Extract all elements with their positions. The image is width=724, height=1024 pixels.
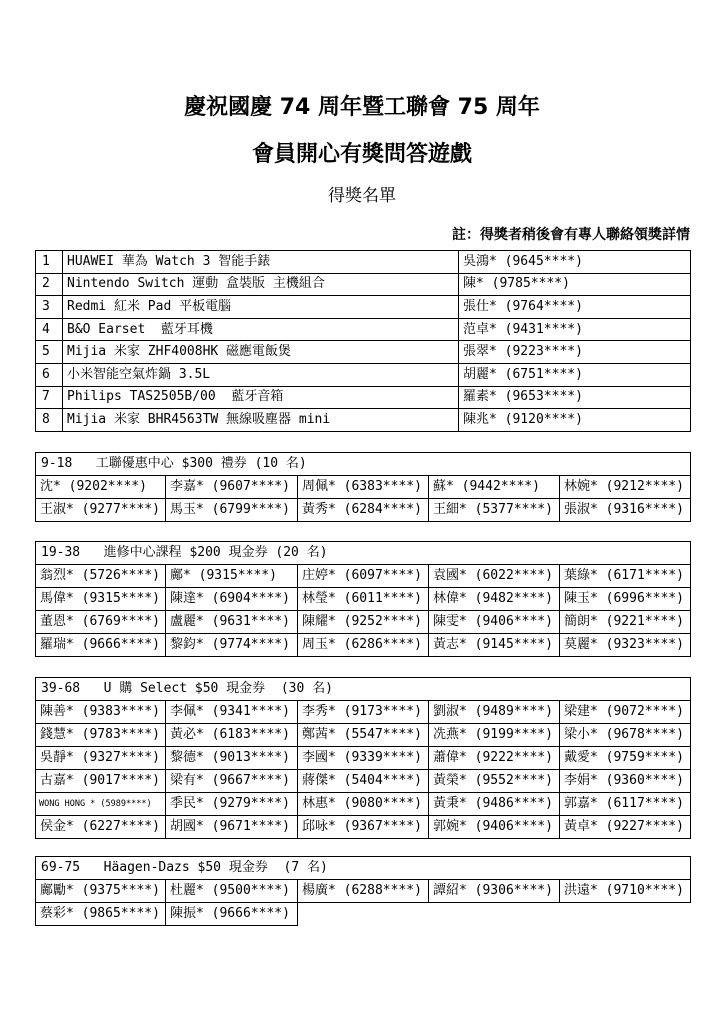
winner-cell: 古嘉* (9017****) (36, 770, 166, 793)
prize-number: 4 (36, 318, 63, 341)
winner-cell: 譚紹* (9306****) (429, 880, 560, 903)
winner-cell: 馬玉* (6799****) (166, 499, 298, 522)
prize-item: Mijia 米家 ZHF4008HK 磁應電飯煲 (63, 341, 459, 364)
table-row (36, 903, 691, 926)
prize-winner: 張翠* (9223****) (459, 341, 691, 364)
group-heading-row (36, 678, 691, 701)
winner-cell: 王淑* (9277****) (36, 499, 166, 522)
winner-cell: 洪遠* (9710****) (560, 880, 691, 903)
winner-cell: 胡國* (9671****) (166, 816, 298, 839)
table-row (36, 273, 691, 296)
winner-cell: 馬偉* (9315****) (36, 588, 166, 611)
winner-cell: 李娟* (9360****) (560, 770, 691, 793)
prize-number: 7 (36, 386, 63, 409)
winner-cell: 鄺勵* (9375****) (36, 880, 166, 903)
table-row (36, 770, 691, 793)
winner-cell: 莫麗* (9323****) (560, 634, 691, 657)
winner-cell: 郭婉* (9406****) (429, 816, 560, 839)
winner-cell: 黃必* (6183****) (166, 724, 298, 747)
winner-cell: 梁有* (9667****) (166, 770, 298, 793)
winner-cell: 黃秉* (9486****) (429, 793, 560, 816)
winner-cell: 郭嘉* (6117****) (560, 793, 691, 816)
table-row (36, 588, 691, 611)
table-row (36, 747, 691, 770)
winner-cell: 陳善* (9383****) (36, 701, 166, 724)
group-heading-row (36, 542, 691, 565)
prize-winner: 張仕* (9764****) (459, 296, 691, 319)
winner-cell: 陳雯* (9406****) (429, 611, 560, 634)
prize-item: 小米智能空氣炸鍋 3.5L (63, 363, 459, 386)
prize-number: 8 (36, 409, 63, 432)
empty-cell (560, 903, 691, 926)
prize-number: 6 (36, 363, 63, 386)
winner-cell: 侯金* (6227****) (36, 816, 166, 839)
winner-cell: 鄭茜* (5547****) (298, 724, 429, 747)
winner-cell: 陳達* (6904****) (166, 588, 298, 611)
prize-winner: 陳* (9785****) (459, 273, 691, 296)
page-title-line2: 會員開心有獎問答遊戲 (251, 142, 472, 167)
winner-cell: 李佩* (9341****) (166, 701, 298, 724)
group-heading: 19-38 進修中心課程 $200 現金券 (20 名) (36, 542, 691, 565)
table-row (36, 816, 691, 839)
winner-cell: 葉綠* (6171****) (560, 565, 691, 588)
empty-cell (298, 903, 429, 926)
prize-group-table (35, 677, 691, 839)
winner-cell: 錢慧* (9783****) (36, 724, 166, 747)
winner-cell: WONG HONG * (5989****) (36, 793, 166, 816)
winner-cell: 黃榮* (9552****) (429, 770, 560, 793)
winner-cell: 黎德* (9013****) (166, 747, 298, 770)
winner-cell: 袁國* (6022****) (429, 565, 560, 588)
table-row (36, 251, 691, 274)
table-row (36, 634, 691, 657)
prize-number: 2 (36, 273, 63, 296)
winner-cell: 梁建* (9072****) (560, 701, 691, 724)
winner-cell: 羅瑞* (9666****) (36, 634, 166, 657)
winner-cell: 李國* (9339****) (298, 747, 429, 770)
winner-cell: 鄺* (9315****) (166, 565, 298, 588)
prize-winner: 吳鴻* (9645****) (459, 251, 691, 274)
winner-cell: 陳玉* (6996****) (560, 588, 691, 611)
winner-cell: 林瑩* (6011****) (298, 588, 429, 611)
table-row (36, 318, 691, 341)
winner-cell: 李嘉* (9607****) (166, 476, 298, 499)
winner-cell: 蘇* (9442****) (429, 476, 560, 499)
winner-cell: 林偉* (9482****) (429, 588, 560, 611)
table-row (36, 341, 691, 364)
prize-number: 3 (36, 296, 63, 319)
table-row (36, 701, 691, 724)
prize-item: Nintendo Switch 運動 盒裝版 主機組合 (63, 273, 459, 296)
winner-cell: 杜麗* (9500****) (166, 880, 298, 903)
winner-cell: 楊廣* (6288****) (298, 880, 429, 903)
prize-group-table (35, 452, 691, 522)
empty-cell (429, 903, 560, 926)
prize-group-table (35, 856, 691, 926)
table-row (36, 724, 691, 747)
table-row (36, 611, 691, 634)
winner-cell: 陳振* (9666****) (166, 903, 298, 926)
winner-cell: 戴愛* (9759****) (560, 747, 691, 770)
winner-cell: 周玉* (6286****) (298, 634, 429, 657)
winner-cell: 吳靜* (9327****) (36, 747, 166, 770)
prize-number: 5 (36, 341, 63, 364)
winner-cell: 黎鈞* (9774****) (166, 634, 298, 657)
table-row (36, 386, 691, 409)
prize-number: 1 (36, 251, 63, 274)
prize-item: Mijia 米家 BHR4563TW 無線吸塵器 mini (63, 409, 459, 432)
winner-cell: 翁烈* (5726****) (36, 565, 166, 588)
table-row (36, 296, 691, 319)
table-row (36, 409, 691, 432)
prize-winner: 陳兆* (9120****) (459, 409, 691, 432)
table-row (36, 793, 691, 816)
winner-cell: 梁小* (9678****) (560, 724, 691, 747)
winner-cell: 張淑* (9316****) (560, 499, 691, 522)
page-subtitle: 得獎名單 (328, 186, 396, 206)
winner-cell: 林惠* (9080****) (298, 793, 429, 816)
winner-cell: 林婉* (9212****) (560, 476, 691, 499)
group-heading: 39-68 U 購 Select $50 現金券 (30 名) (36, 678, 691, 701)
winner-cell: 沈* (9202****) (36, 476, 166, 499)
prize-winner: 范卓* (9431****) (459, 318, 691, 341)
table-row (36, 565, 691, 588)
prize-winner: 胡麗* (6751****) (459, 363, 691, 386)
prize-item: HUAWEI 華為 Watch 3 智能手錶 (63, 251, 459, 274)
prize-item: B&O Earset 藍牙耳機 (63, 318, 459, 341)
winner-cell: 陳耀* (9252****) (298, 611, 429, 634)
table-row (36, 476, 691, 499)
winner-cell: 季民* (9279****) (166, 793, 298, 816)
winner-cell: 黃志* (9145****) (429, 634, 560, 657)
winner-cell: 簡朗* (9221****) (560, 611, 691, 634)
winner-cell: 蔣傑* (5404****) (298, 770, 429, 793)
winner-cell: 黃秀* (6284****) (298, 499, 429, 522)
page-title-line1: 慶祝國慶 74 周年暨工聯會 75 周年 (184, 95, 540, 120)
prize-item: Redmi 紅米 Pad 平板電腦 (63, 296, 459, 319)
group-heading-row (36, 453, 691, 476)
group-heading: 9-18 工聯優惠中心 $300 禮券 (10 名) (36, 453, 691, 476)
winner-cell: 李秀* (9173****) (298, 701, 429, 724)
winner-cell: 盧麗* (9631****) (166, 611, 298, 634)
winner-cell: 劉淑* (9489****) (429, 701, 560, 724)
prize-group-table (35, 541, 691, 657)
winner-cell: 庄婷* (6097****) (298, 565, 429, 588)
winner-cell: 蔡彩* (9865****) (36, 903, 166, 926)
winner-cell: 董恩* (6769****) (36, 611, 166, 634)
table-row (36, 880, 691, 903)
table-row (36, 363, 691, 386)
group-heading-row (36, 857, 691, 880)
winner-cell: 王細* (5377****) (429, 499, 560, 522)
winner-cell: 邱咏* (9367****) (298, 816, 429, 839)
table-row (36, 499, 691, 522)
page-note: 註：得獎者稍後會有專人聯絡領獎詳情 (452, 227, 690, 243)
winner-cell: 周佩* (6383****) (298, 476, 429, 499)
grand-prize-table (35, 250, 691, 432)
group-heading: 69-75 Häagen-Dazs $50 現金券 (7 名) (36, 857, 691, 880)
prize-item: Philips TAS2505B/00 藍牙音箱 (63, 386, 459, 409)
prize-winner: 羅素* (9653****) (459, 386, 691, 409)
winner-cell: 黃卓* (9227****) (560, 816, 691, 839)
winner-cell: 蕭偉* (9222****) (429, 747, 560, 770)
winner-cell: 冼燕* (9199****) (429, 724, 560, 747)
